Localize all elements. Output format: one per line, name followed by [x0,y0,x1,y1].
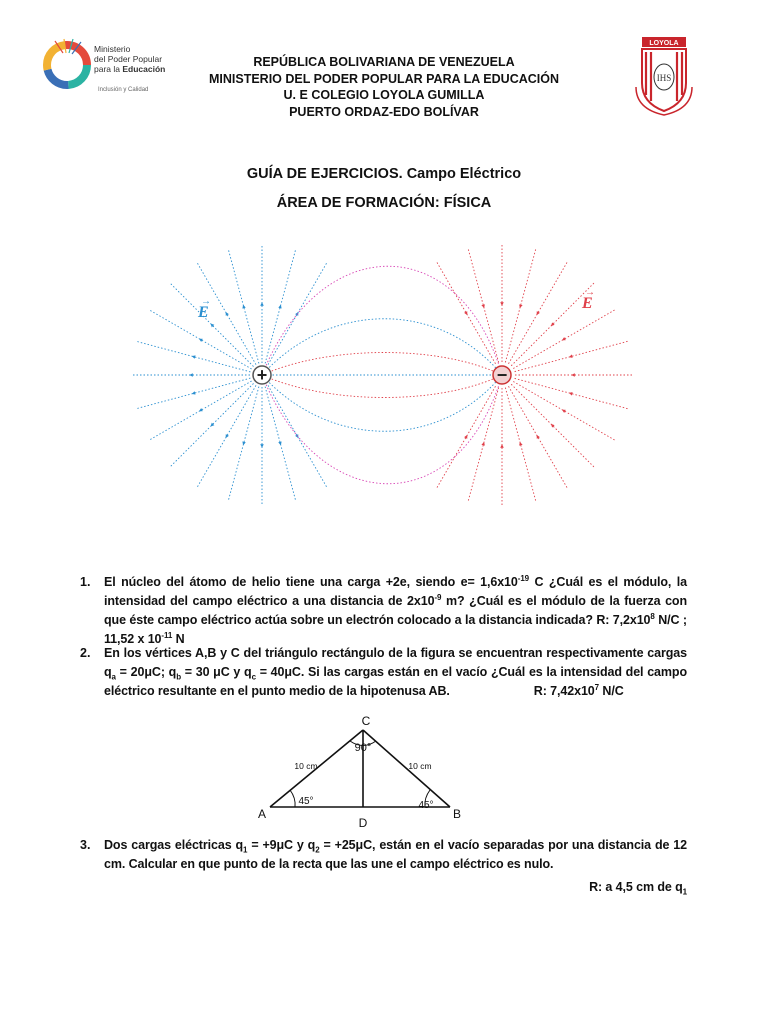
field-line [508,262,567,364]
field-line [149,381,251,440]
connecting-field-lines [262,266,502,484]
svg-text:→: → [201,296,211,307]
field-line [468,249,499,363]
side-left-label: 10 cm [294,761,318,771]
field-line [510,383,593,466]
svg-text:IHS: IHS [656,73,672,83]
field-line [468,387,499,501]
field-line [512,310,614,369]
angle-a-label: 45° [298,796,314,807]
question-3: 3. Dos cargas eléctricas $q_1 = +9\mu C$ y $q_2 = +25\mu C$, están en el vacío separadas por una distancia de 12 cm. Calcular en que punto de la recta que las une el campo eléctrico es nulo. R: a 4,5 cm de $q_1$ [80,838,687,897]
field-line [437,262,496,364]
area-title: ÁREA DE FORMACIÓN: FÍSICA [276,195,492,211]
header-line-4: PUERTO ORDAZ-EDO BOLÍVAR [289,104,479,119]
vertex-d-label: D [358,816,368,830]
positive-sign: + [256,365,268,385]
negative-sign: − [496,365,508,385]
vertex-c-label: C [361,714,371,728]
field-line [505,387,536,501]
angle-c-label: 90° [354,742,372,754]
guide-title: GUÍA DE EJERCICIOS. Campo Eléctrico [246,166,522,182]
field-line [508,385,567,487]
answer-2: R: 7,42x10 [533,684,595,698]
field-line [197,385,256,487]
field-line [265,387,296,501]
crest-banner: LOYOLA [649,40,679,47]
answer-3: R: a 4,5 cm de q [589,880,683,894]
field-line [514,341,628,372]
vertex-a-label: A [257,807,267,821]
question-1: 1. El núcleo del átomo de helio tiene una carga +2e, siendo $e= 1,6x10^{-19}$ C ¿Cuál es el módulo, la intensidad del campo eléctrico a una distancia de $2x10^{-9}$ m? ¿Cuál es el módulo de la fuerza con que éste campo eléctrico actúa sobre un electrón colocado a la distancia indicada? R: $7,2x10^8$ N/C ; 11,52 x $10^{-11}$ N [80,573,687,646]
electric-field-diagram [130,240,650,530]
triangle-diagram [250,710,470,835]
ministerio-tagline: Inclusión y Calidad [98,87,149,93]
field-line [265,249,296,363]
svg-text:→: → [585,287,595,298]
left-field-label: E [198,304,209,321]
field-line [514,378,628,409]
field-line [437,385,496,487]
ministerio-logo-text: Ministerio del Poder Popular para la Educación [94,44,166,74]
header-line-2: MINISTERIO DEL PODER POPULAR PARA LA EDUCACIÓN [208,71,560,86]
field-line [512,381,614,440]
angle-b-label: 45° [418,800,434,811]
right-field-label: E [582,295,593,312]
vertex-b-label: B [452,807,462,821]
header-line-3: U. E COLEGIO LOYOLA GUMILLA [283,88,485,102]
field-line [505,249,536,363]
question-2: 2. En los vértices A,B y C del triángulo rectángulo de la figura se encuentran respectivamente cargas $q_a = 20\mu C$; $q_b = 30$ μC y $q_c = 40\mu C$. Si las cargas están en el vacío ¿Cuál es la intensidad del campo eléctrico resultante en el punto medio de la hipotenusa AB. R: $7,42x10^7$ N/C [80,646,687,698]
header-line-1: REPÚBLICA BOLIVARIANA DE VENEZUELA [253,55,515,69]
side-right-label: 10 cm [408,761,432,771]
school-header [0,54,768,120]
